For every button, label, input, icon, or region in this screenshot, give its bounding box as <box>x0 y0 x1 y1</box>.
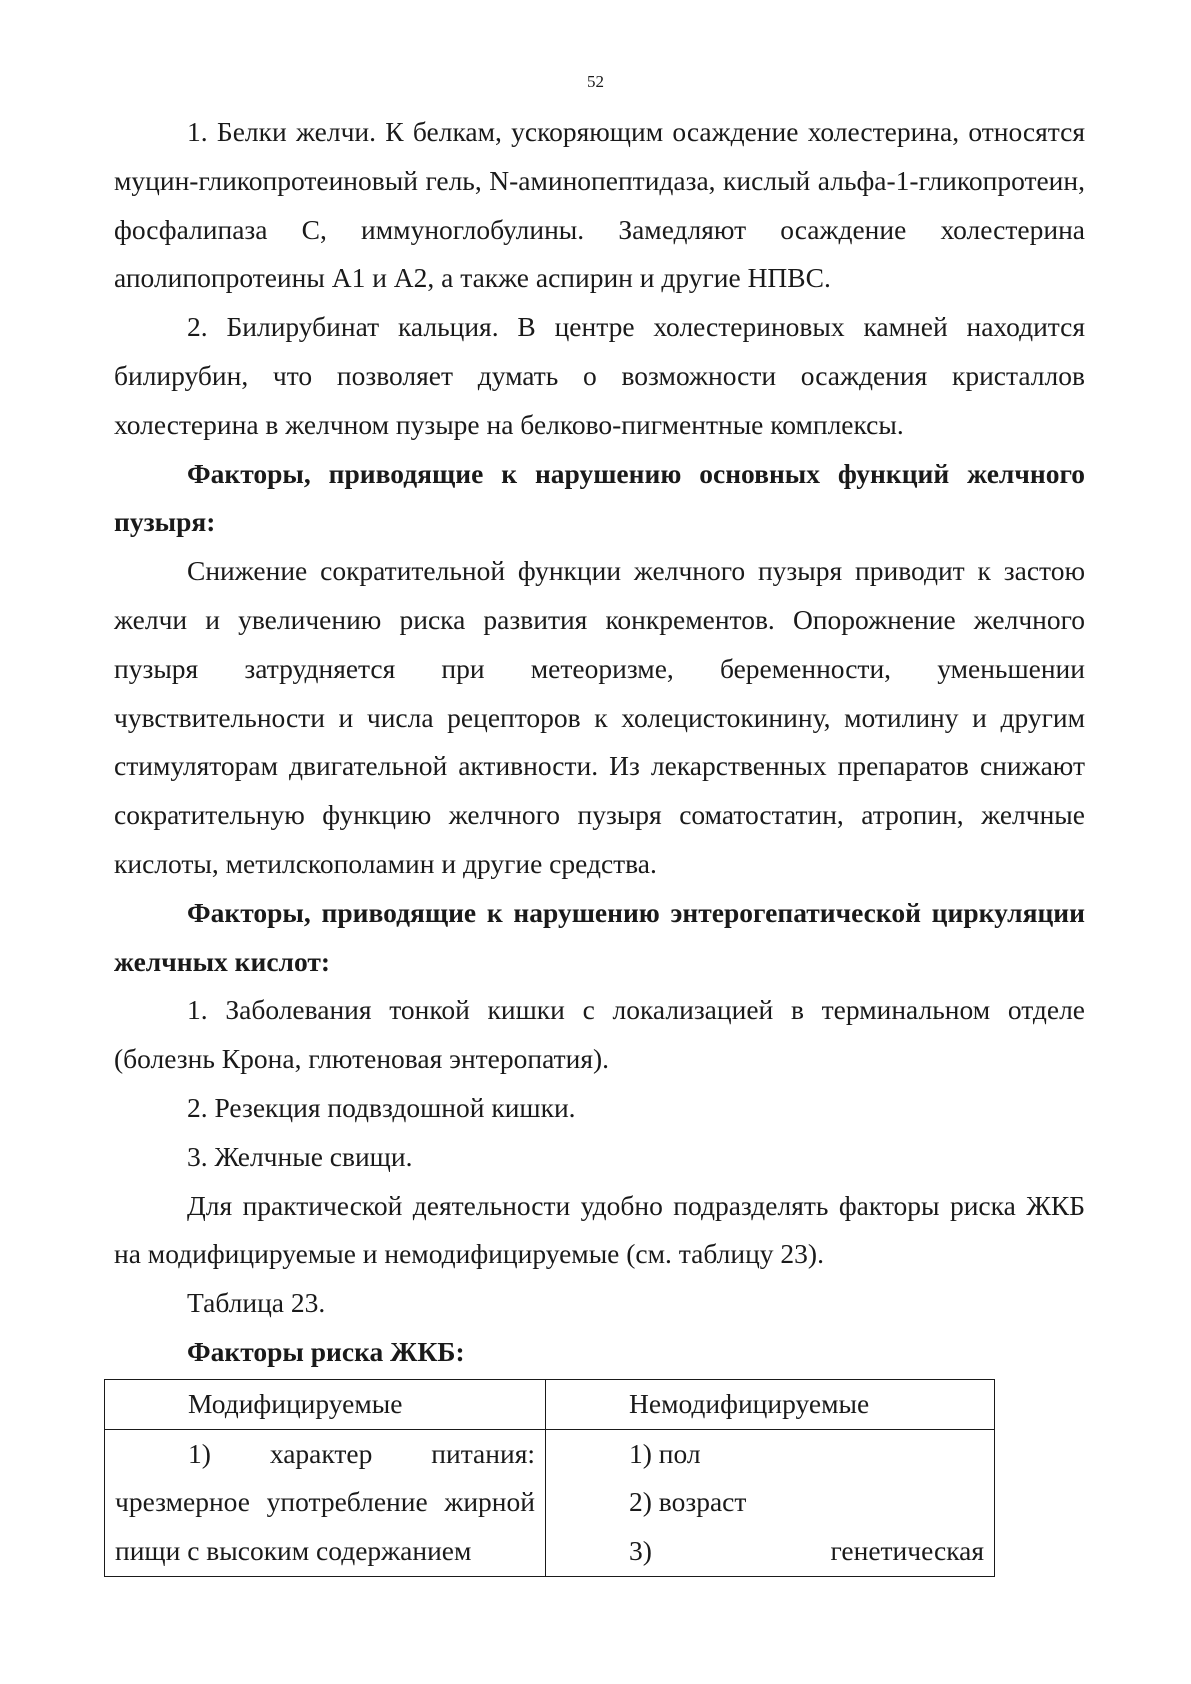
modifiable-factor-text: 1) характер питания: чрезмерное употребление жирной пищи с высоким содержанием <box>115 1437 535 1567</box>
cell-modifiable <box>105 1429 546 1576</box>
list-item-bile-fistulas: 3. Желчные свищи. <box>187 1140 413 1172</box>
non-modifiable-item-sex: 1) пол <box>629 1437 701 1469</box>
paragraph-risk-classification: Для практической деятельности удобно подразделять факторы риска ЖКБ на модифицируемые и немодифицируемые (см. таблицу 23). <box>114 1189 1085 1270</box>
page-body <box>114 108 1085 1577</box>
table-row <box>105 1429 995 1576</box>
non-modifiable-item-age: 2) возраст <box>629 1486 747 1518</box>
table-header-row <box>105 1379 995 1429</box>
non-modifiable-item-genetic <box>556 1527 984 1576</box>
paragraph-contractile-function: Снижение сократительной функции желчного пузыря приводит к застою желчи и увеличению риска развития конкрементов. Опорожнение желчного пузыря затрудняется при метеоризме, беременности, уменьшении чувствительности и числа рецепторов к холецистокинину, мотилину и другим стимуляторам двигательной активности. Из лекарственных препаратов снижают сократительную функцию желчного пузыря соматостатин, атропин, желчные кислоты, метилскополамин и другие средства. <box>114 555 1085 879</box>
paragraph-calcium-bilirubinate: 2. Билирубинат кальция. В центре холестериновых камней находится билирубин, что позволяет думать о возможности осаждения кристаллов холестерина в желчном пузыре на белково-пигментные комплексы. <box>114 311 1085 440</box>
heading-enterohepatic-factors: Факторы, приводящие к нарушению энтерогепатической циркуляции желчных кислот: <box>114 896 1085 977</box>
list-item-ileum-resection: 2. Резекция подвздошной кишки. <box>187 1091 576 1123</box>
header-cell-modifiable <box>105 1379 546 1429</box>
paragraph-bile-proteins: 1. Белки желчи. К белкам, ускоряющим осаждение холестерина, относятся муцин-гликопротеиновый гель, N-аминопептидаза, кислый альфа-1-гликопротеин, фосфалипаза С, иммуноглобулины. Замедляют осаждение холестерина аполипопротеины А1 и А2, а также аспирин и другие НПВС. <box>114 116 1085 294</box>
list-item-small-intestine: 1. Заболевания тонкой кишки с локализацией в терминальном отделе (болезнь Крона, глютеновая энтеропатия). <box>114 994 1085 1075</box>
table-label: Таблица 23. <box>187 1287 326 1319</box>
header-cell-non-modifiable <box>546 1379 995 1429</box>
genetic-item-text: генетическая <box>830 1535 984 1567</box>
header-modifiable-label: Модифицируемые <box>188 1387 403 1419</box>
genetic-item-number: 3) <box>629 1535 652 1567</box>
heading-gallbladder-factors: Факторы, приводящие к нарушению основных функций желчного пузыря: <box>114 457 1085 538</box>
table-title: Факторы риска ЖКБ: <box>187 1335 465 1367</box>
cell-non-modifiable <box>546 1429 995 1576</box>
header-non-modifiable-label: Немодифицируемые <box>629 1387 870 1419</box>
page-number: 52 <box>587 72 604 91</box>
risk-factors-table <box>104 1379 995 1577</box>
